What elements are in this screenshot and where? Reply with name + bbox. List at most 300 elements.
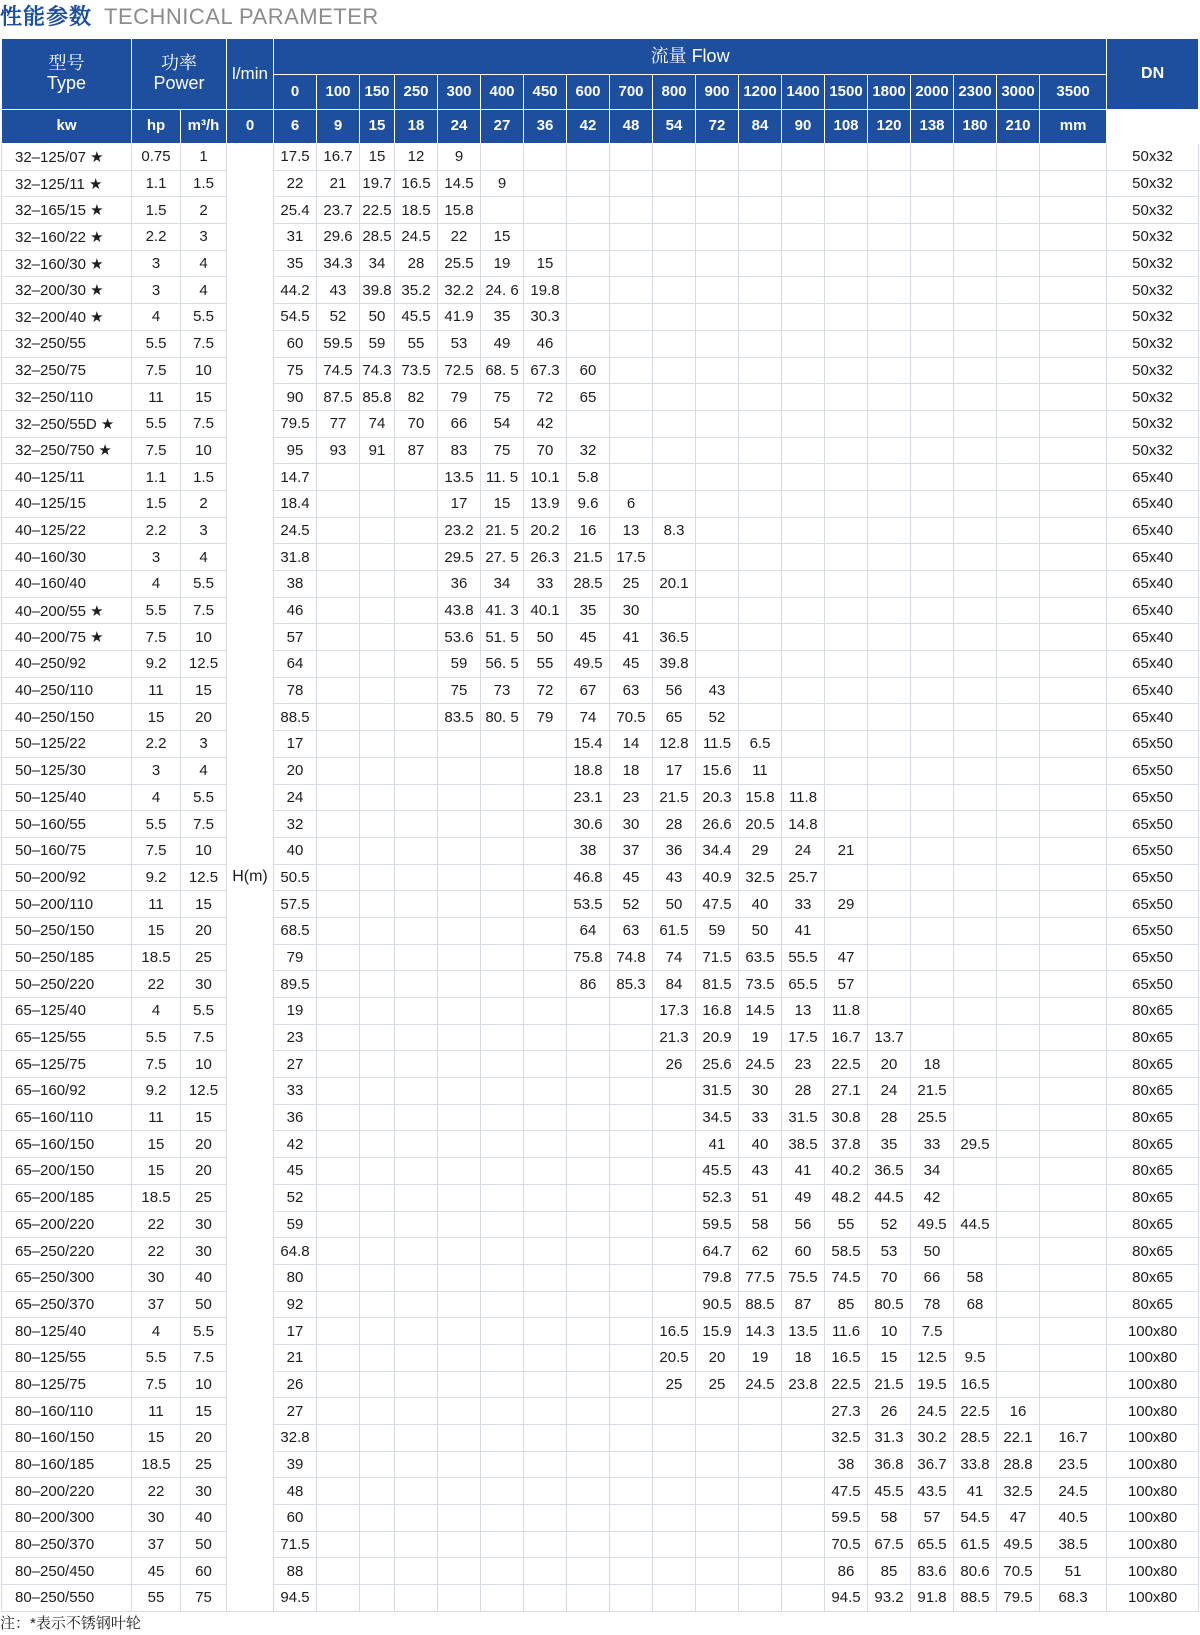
table-row: [2, 704, 1199, 731]
type-cell: [2, 490, 132, 517]
head-value-cell: [782, 624, 825, 651]
head-value-cell: [739, 624, 782, 651]
table-row: [2, 597, 1199, 624]
head-value-cell: [954, 998, 997, 1025]
dn-cell: 80x65: [1107, 1184, 1199, 1211]
type-cell: [2, 864, 132, 891]
dn-cell: 100x80: [1107, 1318, 1199, 1345]
head-value-cell: 23.7: [317, 197, 360, 224]
flow-lmin-cell: 1500: [825, 75, 868, 110]
head-value-cell: [825, 357, 868, 384]
model-type: 50–160/75: [15, 842, 86, 860]
head-value-cell: [868, 757, 911, 784]
hp-header: hp: [132, 110, 181, 144]
head-value-cell: [567, 1425, 610, 1452]
head-value-cell: 18.5: [395, 197, 438, 224]
head-value-cell: 6.5: [739, 731, 782, 758]
hp-cell: 25: [181, 1451, 227, 1478]
head-value-cell: [438, 1211, 481, 1238]
head-value-cell: [868, 891, 911, 918]
page-title-cn: 性能参数: [0, 4, 93, 29]
head-value-cell: [954, 1024, 997, 1051]
head-value-cell: 80.5: [868, 1291, 911, 1318]
head-value-cell: 85: [868, 1558, 911, 1585]
hp-cell: 1.5: [181, 464, 227, 491]
hp-cell: 15: [181, 1104, 227, 1131]
head-value-cell: 41: [696, 1131, 739, 1158]
head-value-cell: [438, 1531, 481, 1558]
head-value-cell: [653, 330, 696, 357]
power-header: [132, 39, 227, 110]
head-value-cell: [610, 250, 653, 277]
head-value-cell: [653, 277, 696, 304]
head-value-cell: 88.5: [954, 1585, 997, 1612]
dn-cell: 100x80: [1107, 1505, 1199, 1532]
head-value-cell: [739, 1558, 782, 1585]
head-value-cell: 17: [438, 490, 481, 517]
head-value-cell: 12: [395, 144, 438, 171]
head-value-cell: 32.5: [997, 1478, 1040, 1505]
flow-m3h-row: [2, 110, 1199, 144]
head-value-cell: 13.9: [524, 490, 567, 517]
flow-m3h-cell: 9: [317, 110, 360, 144]
head-value-cell: [481, 998, 524, 1025]
head-value-cell: [954, 811, 997, 838]
head-value-cell: [739, 597, 782, 624]
head-value-cell: 32.5: [825, 1425, 868, 1452]
head-value-cell: [567, 1051, 610, 1078]
head-value-cell: 75: [481, 384, 524, 411]
type-cell: [2, 1451, 132, 1478]
head-value-cell: [911, 597, 954, 624]
head-value-cell: [481, 811, 524, 838]
kw-cell: 30: [132, 1505, 181, 1532]
hp-cell: 15: [181, 891, 227, 918]
head-value-cell: [911, 731, 954, 758]
flow-lmin-cell: 1400: [782, 75, 825, 110]
head-value-cell: [653, 597, 696, 624]
head-value-cell: [567, 1184, 610, 1211]
flow-m3h-cell: 24: [438, 110, 481, 144]
head-value-cell: [739, 490, 782, 517]
head-value-cell: 65.5: [911, 1531, 954, 1558]
head-value-cell: [567, 1158, 610, 1185]
head-value-cell: 63: [610, 677, 653, 704]
head-value-cell: [997, 1318, 1040, 1345]
kw-cell: 18.5: [132, 1184, 181, 1211]
hp-cell: 20: [181, 917, 227, 944]
type-cell: [2, 1104, 132, 1131]
table-row: [2, 998, 1199, 1025]
type-cell: [2, 277, 132, 304]
head-value-cell: 21.5: [567, 544, 610, 571]
head-value-cell: 36.5: [653, 624, 696, 651]
head-value-cell: [438, 864, 481, 891]
type-cell: [2, 677, 132, 704]
head-value-cell: 51. 5: [481, 624, 524, 651]
head-value-cell: 45.5: [395, 304, 438, 331]
head-value-cell: [610, 1371, 653, 1398]
head-value-cell: 20.5: [653, 1344, 696, 1371]
flow-lmin-cell: 600: [567, 75, 610, 110]
model-type: 40–160/40: [15, 575, 86, 593]
head-value-cell: [782, 330, 825, 357]
head-value-cell: [868, 731, 911, 758]
dn-cell: 50x32: [1107, 197, 1199, 224]
head-value-cell: [954, 571, 997, 598]
head-value-cell: [739, 224, 782, 251]
head-value-cell: 15.8: [438, 197, 481, 224]
head-value-cell: 35: [567, 597, 610, 624]
type-header-cn: 型号: [48, 53, 85, 74]
head-value-cell: [782, 357, 825, 384]
head-value-cell: [739, 704, 782, 731]
dn-cell: 65x40: [1107, 517, 1199, 544]
head-value-cell: [395, 1264, 438, 1291]
hp-cell: 7.5: [181, 597, 227, 624]
head-value-cell: [868, 517, 911, 544]
head-value-cell: 58.5: [825, 1238, 868, 1265]
head-value-cell: 49: [782, 1184, 825, 1211]
table-row: [2, 144, 1199, 171]
head-value-cell: 63.5: [739, 944, 782, 971]
dn-cell: 80x65: [1107, 1051, 1199, 1078]
head-value-cell: [610, 1478, 653, 1505]
type-cell: [2, 944, 132, 971]
model-type: 50–250/150: [15, 922, 95, 940]
head-value-cell: 22.5: [360, 197, 395, 224]
head-value-cell: 60: [567, 357, 610, 384]
head-value-cell: [360, 1211, 395, 1238]
hp-cell: 30: [181, 1478, 227, 1505]
head-value-cell: 61.5: [653, 917, 696, 944]
head-value-cell: [317, 571, 360, 598]
head-value-cell: 25: [653, 1371, 696, 1398]
head-value-cell: [610, 1104, 653, 1131]
head-value-cell: [610, 1505, 653, 1532]
head-value-cell: [825, 410, 868, 437]
head-value-cell: [739, 1585, 782, 1612]
head-value-cell: [911, 437, 954, 464]
flow-m3h-cell: 180: [954, 110, 997, 144]
dn-cell: 80x65: [1107, 1238, 1199, 1265]
head-value-cell: [782, 277, 825, 304]
head-value-cell: [438, 998, 481, 1025]
model-type: 80–125/40: [15, 1322, 86, 1340]
head-value-cell: 31: [274, 224, 317, 251]
head-value-cell: [317, 1238, 360, 1265]
head-value-cell: [868, 330, 911, 357]
head-value-cell: 18.8: [567, 757, 610, 784]
kw-cell: 4: [132, 304, 181, 331]
head-value-cell: 45.5: [868, 1478, 911, 1505]
head-value-cell: [825, 811, 868, 838]
head-value-cell: 59: [360, 330, 395, 357]
kw-cell: 9.2: [132, 651, 181, 678]
head-value-cell: [911, 944, 954, 971]
head-value-cell: 58: [954, 1264, 997, 1291]
head-value-cell: [317, 1425, 360, 1452]
head-value-cell: [610, 1531, 653, 1558]
head-value-cell: [782, 1505, 825, 1532]
head-value-cell: [782, 597, 825, 624]
head-value-cell: 65.5: [782, 971, 825, 998]
head-value-cell: [317, 1051, 360, 1078]
head-value-cell: [868, 144, 911, 171]
hp-cell: 10: [181, 437, 227, 464]
head-value-cell: 42: [524, 410, 567, 437]
kw-cell: 5.5: [132, 1344, 181, 1371]
head-value-cell: [481, 1318, 524, 1345]
head-value-cell: [1040, 224, 1107, 251]
head-value-cell: [825, 864, 868, 891]
head-value-cell: 37.8: [825, 1131, 868, 1158]
head-value-cell: 36: [653, 837, 696, 864]
head-value-cell: 15: [481, 490, 524, 517]
head-value-cell: [997, 1184, 1040, 1211]
head-value-cell: 28.5: [360, 224, 395, 251]
flow-m3h-cell: 27: [481, 110, 524, 144]
kw-cell: 2.2: [132, 731, 181, 758]
head-value-cell: [524, 1131, 567, 1158]
table-row: [2, 1051, 1199, 1078]
head-value-cell: 38.5: [782, 1131, 825, 1158]
head-value-cell: 35.2: [395, 277, 438, 304]
head-value-cell: [360, 917, 395, 944]
head-value-cell: 85.3: [610, 971, 653, 998]
dn-cell: 65x50: [1107, 757, 1199, 784]
head-value-cell: [696, 437, 739, 464]
head-value-cell: 31.5: [782, 1104, 825, 1131]
head-value-cell: [954, 517, 997, 544]
head-value-cell: [610, 1425, 653, 1452]
hp-cell: 5.5: [181, 998, 227, 1025]
head-value-cell: [610, 330, 653, 357]
table-row: [2, 1425, 1199, 1452]
type-cell: [2, 1425, 132, 1452]
head-value-cell: [567, 1371, 610, 1398]
head-value-cell: [610, 1344, 653, 1371]
table-row: [2, 517, 1199, 544]
head-value-cell: [868, 811, 911, 838]
head-value-cell: 33: [274, 1078, 317, 1105]
head-value-cell: 55.5: [782, 944, 825, 971]
head-value-cell: [1040, 1344, 1107, 1371]
head-value-cell: [954, 1078, 997, 1105]
head-value-cell: 15.6: [696, 757, 739, 784]
head-value-cell: [696, 517, 739, 544]
head-value-cell: [610, 464, 653, 491]
head-value-cell: [911, 384, 954, 411]
head-value-cell: [395, 1158, 438, 1185]
flow-lmin-cell: 3500: [1040, 75, 1107, 110]
head-value-cell: [481, 1024, 524, 1051]
head-value-cell: [317, 544, 360, 571]
head-value-cell: 80. 5: [481, 704, 524, 731]
head-value-cell: 53: [438, 330, 481, 357]
head-value-cell: 9.5: [954, 1344, 997, 1371]
head-value-cell: [360, 677, 395, 704]
type-cell: [2, 1558, 132, 1585]
table-row: [2, 437, 1199, 464]
dn-cell: 100x80: [1107, 1558, 1199, 1585]
table-row: [2, 544, 1199, 571]
head-value-cell: 23: [782, 1051, 825, 1078]
head-value-cell: [438, 917, 481, 944]
head-value-cell: 26.3: [524, 544, 567, 571]
head-value-cell: [1040, 357, 1107, 384]
head-value-cell: [1040, 864, 1107, 891]
type-cell: [2, 971, 132, 998]
head-value-cell: [317, 490, 360, 517]
head-value-cell: 14.7: [274, 464, 317, 491]
head-value-cell: [911, 544, 954, 571]
head-value-cell: [653, 1291, 696, 1318]
head-value-cell: [610, 1264, 653, 1291]
hp-cell: 25: [181, 944, 227, 971]
head-value-cell: [567, 1131, 610, 1158]
head-value-cell: [1040, 1131, 1107, 1158]
dn-cell: 80x65: [1107, 1078, 1199, 1105]
head-value-cell: [997, 1051, 1040, 1078]
type-cell: [2, 1184, 132, 1211]
head-value-cell: [696, 1451, 739, 1478]
head-value-cell: 51: [739, 1184, 782, 1211]
head-value-cell: 55: [524, 651, 567, 678]
head-value-cell: 70.5: [825, 1531, 868, 1558]
head-value-cell: [610, 170, 653, 197]
head-value-cell: [696, 651, 739, 678]
table-row: [2, 837, 1199, 864]
head-value-cell: [868, 837, 911, 864]
head-value-cell: [954, 731, 997, 758]
table-row: [2, 1531, 1199, 1558]
head-value-cell: [782, 1531, 825, 1558]
head-value-cell: [438, 944, 481, 971]
head-value-cell: 37: [610, 837, 653, 864]
head-value-cell: [360, 1451, 395, 1478]
kw-cell: 1.1: [132, 464, 181, 491]
head-value-cell: [782, 1585, 825, 1612]
head-value-cell: [696, 544, 739, 571]
head-value-cell: 36.7: [911, 1451, 954, 1478]
head-value-cell: 64.7: [696, 1238, 739, 1265]
head-value-cell: 52: [274, 1184, 317, 1211]
head-value-cell: [360, 811, 395, 838]
model-type: 40–250/150: [15, 708, 95, 726]
head-value-cell: [739, 1425, 782, 1452]
head-value-cell: [696, 1531, 739, 1558]
head-value-cell: [653, 1158, 696, 1185]
hp-cell: 4: [181, 544, 227, 571]
head-value-cell: [868, 677, 911, 704]
type-header-en: Type: [46, 73, 87, 93]
head-value-cell: [997, 837, 1040, 864]
head-value-cell: [438, 811, 481, 838]
type-cell: [2, 1344, 132, 1371]
head-value-cell: [567, 304, 610, 331]
head-value-cell: 20.5: [739, 811, 782, 838]
head-value-cell: [653, 1131, 696, 1158]
head-value-cell: 46: [524, 330, 567, 357]
head-value-cell: [696, 224, 739, 251]
head-value-cell: [997, 517, 1040, 544]
head-value-cell: [653, 197, 696, 224]
head-value-cell: 15.9: [696, 1318, 739, 1345]
head-value-cell: [911, 624, 954, 651]
head-value-cell: [360, 998, 395, 1025]
dn-cell: 100x80: [1107, 1585, 1199, 1612]
head-value-cell: [317, 651, 360, 678]
dn-cell: 65x50: [1107, 811, 1199, 838]
model-type: 65–250/370: [15, 1295, 95, 1313]
hp-cell: 20: [181, 1131, 227, 1158]
hp-cell: 50: [181, 1291, 227, 1318]
head-value-cell: 79.5: [274, 410, 317, 437]
head-value-cell: [954, 1051, 997, 1078]
dn-cell: 65x50: [1107, 784, 1199, 811]
head-value-cell: [954, 410, 997, 437]
head-value-cell: 83.6: [911, 1558, 954, 1585]
head-value-cell: [782, 571, 825, 598]
head-value-cell: 26: [653, 1051, 696, 1078]
head-value-cell: 36.8: [868, 1451, 911, 1478]
head-value-cell: 22.5: [954, 1398, 997, 1425]
model-type: 40–200/55: [15, 602, 86, 620]
model-type: 40–125/15: [15, 495, 86, 513]
type-cell: [2, 1264, 132, 1291]
model-type: 80–250/550: [15, 1589, 95, 1607]
head-value-cell: [395, 704, 438, 731]
head-value-cell: 26: [868, 1398, 911, 1425]
head-value-cell: [696, 304, 739, 331]
head-value-cell: 13: [782, 998, 825, 1025]
head-value-cell: [317, 731, 360, 758]
head-value-cell: [481, 1211, 524, 1238]
head-value-cell: 24.5: [739, 1051, 782, 1078]
model-type: 32–200/30: [15, 282, 86, 300]
model-type: 80–200/300: [15, 1509, 95, 1527]
head-value-cell: [997, 811, 1040, 838]
head-value-cell: [567, 250, 610, 277]
head-value-cell: [360, 651, 395, 678]
head-value-cell: [481, 1238, 524, 1265]
head-value-cell: [1040, 1318, 1107, 1345]
head-value-cell: 67: [567, 677, 610, 704]
head-value-cell: 41: [782, 1158, 825, 1185]
table-row: [2, 250, 1199, 277]
head-value-cell: 21. 5: [481, 517, 524, 544]
head-value-cell: [653, 1398, 696, 1425]
head-value-cell: [567, 1078, 610, 1105]
head-value-cell: [567, 170, 610, 197]
type-cell: [2, 1505, 132, 1532]
dn-cell: 100x80: [1107, 1478, 1199, 1505]
head-value-cell: 78: [274, 677, 317, 704]
head-value-cell: 23.5: [1040, 1451, 1107, 1478]
head-value-cell: 15: [868, 1344, 911, 1371]
hp-cell: 30: [181, 971, 227, 998]
head-value-cell: [524, 1051, 567, 1078]
head-value-cell: [481, 1104, 524, 1131]
head-value-cell: 34.5: [696, 1104, 739, 1131]
flow-m3h-cell: 120: [868, 110, 911, 144]
head-value-cell: 16.7: [825, 1024, 868, 1051]
hp-cell: 7.5: [181, 410, 227, 437]
head-value-cell: [317, 864, 360, 891]
dn-cell: 65x50: [1107, 891, 1199, 918]
head-value-cell: 21.5: [911, 1078, 954, 1105]
